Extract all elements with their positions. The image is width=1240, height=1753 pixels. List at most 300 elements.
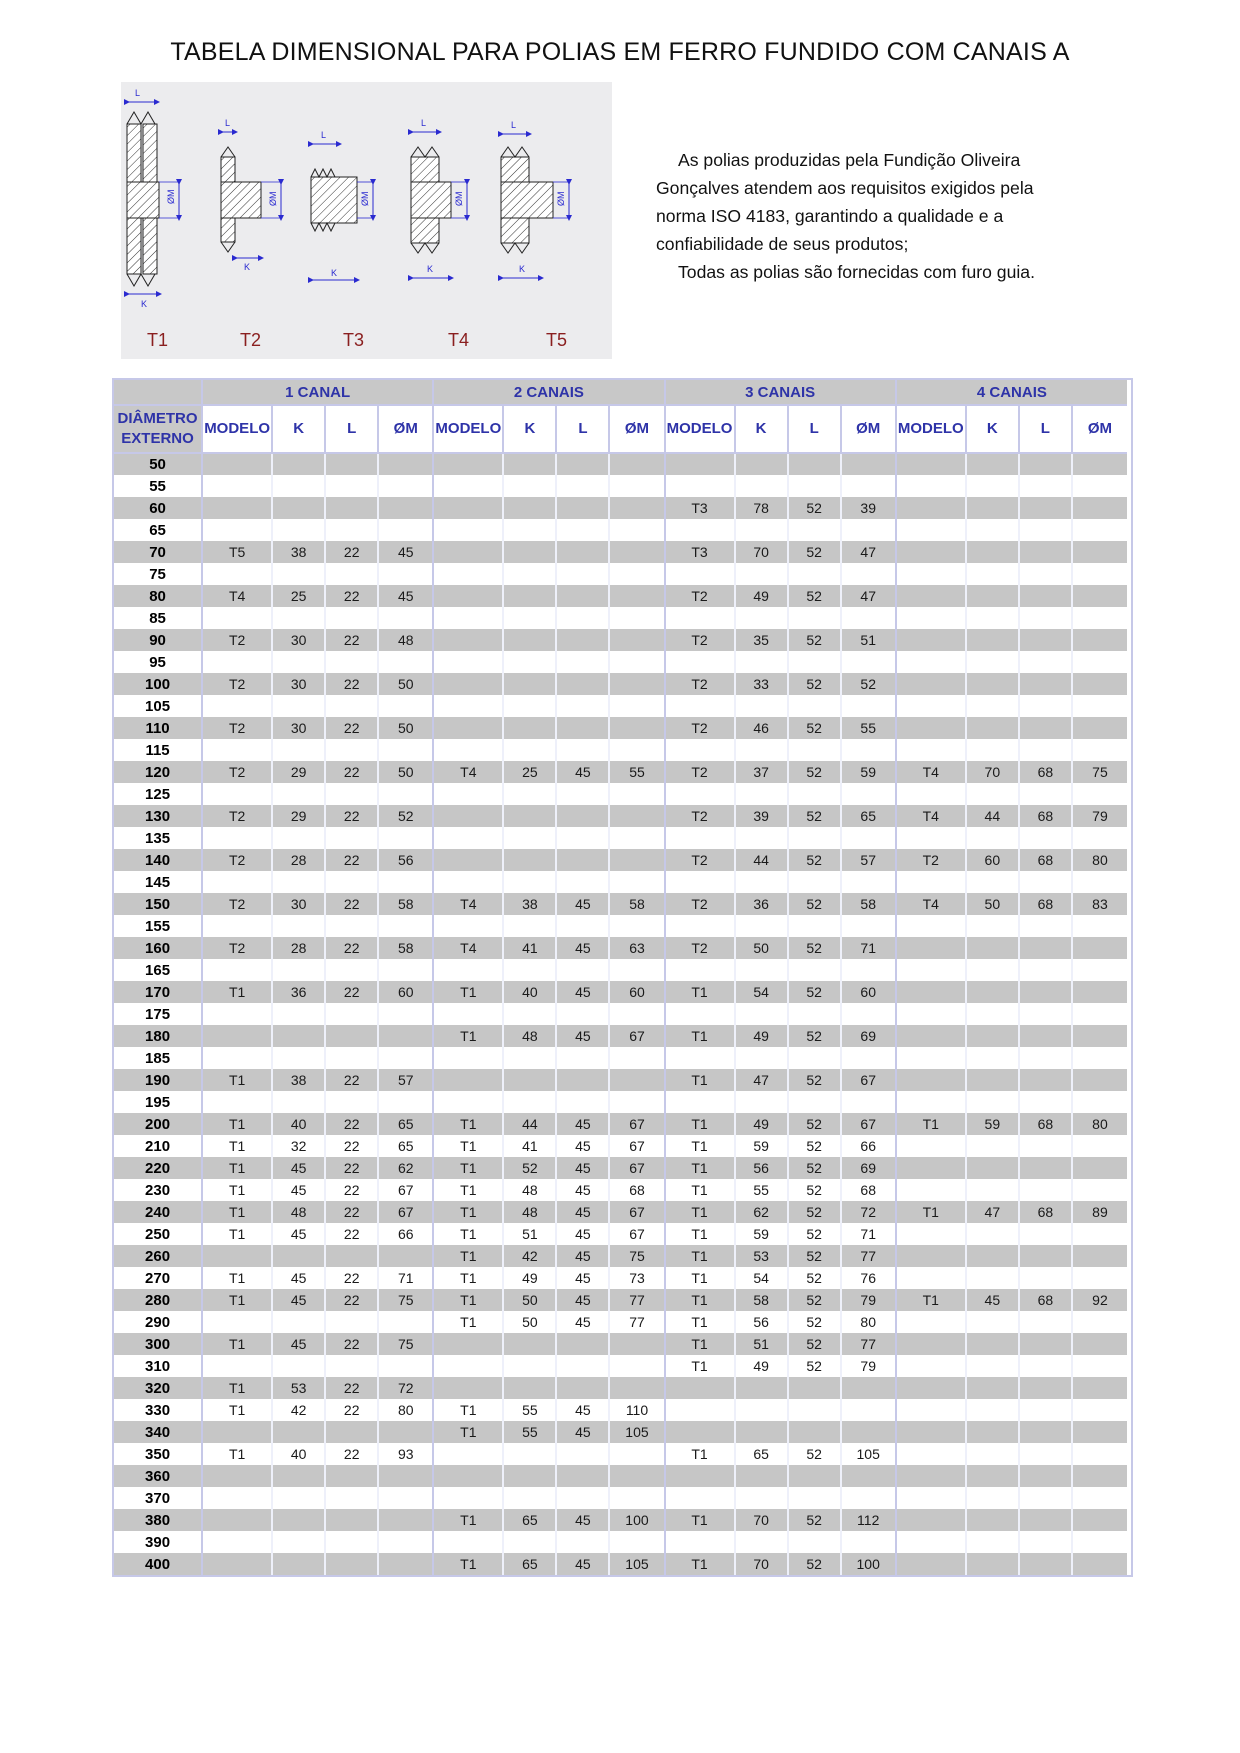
diameter-cell: 240 bbox=[114, 1201, 202, 1223]
cell-l bbox=[556, 871, 609, 893]
cell-k: 53 bbox=[735, 1245, 788, 1267]
cell-l bbox=[788, 563, 841, 585]
cell-modelo bbox=[202, 1355, 272, 1377]
cell-k bbox=[272, 453, 325, 475]
cell-m bbox=[1072, 1047, 1127, 1069]
cell-l bbox=[556, 1333, 609, 1355]
cell-k bbox=[966, 519, 1019, 541]
cell-m: 80 bbox=[378, 1399, 433, 1421]
diameter-cell: 290 bbox=[114, 1311, 202, 1333]
cell-k: 35 bbox=[735, 629, 788, 651]
cell-modelo bbox=[202, 607, 272, 629]
cell-l: 22 bbox=[325, 585, 378, 607]
cell-modelo bbox=[896, 1487, 966, 1509]
cell-modelo bbox=[433, 1047, 503, 1069]
cell-k bbox=[966, 651, 1019, 673]
cell-k bbox=[735, 1465, 788, 1487]
cell-modelo: T2 bbox=[665, 937, 735, 959]
cell-modelo bbox=[202, 1311, 272, 1333]
cell-m bbox=[1072, 541, 1127, 563]
cell-l: 52 bbox=[788, 1179, 841, 1201]
cell-l bbox=[556, 475, 609, 497]
cell-m: 60 bbox=[378, 981, 433, 1003]
cell-l bbox=[1019, 1355, 1072, 1377]
table-row bbox=[114, 827, 1127, 849]
cell-k bbox=[966, 1267, 1019, 1289]
cell-m: 105 bbox=[841, 1443, 896, 1465]
cell-l bbox=[556, 1443, 609, 1465]
cell-m: 50 bbox=[378, 673, 433, 695]
cell-k bbox=[735, 651, 788, 673]
diameter-cell: 140 bbox=[114, 849, 202, 871]
cell-modelo: T2 bbox=[202, 805, 272, 827]
cell-k: 33 bbox=[735, 673, 788, 695]
cell-m bbox=[378, 871, 433, 893]
cell-m bbox=[1072, 1399, 1127, 1421]
cell-m: 67 bbox=[609, 1223, 664, 1245]
cell-l bbox=[1019, 607, 1072, 629]
cell-modelo bbox=[202, 739, 272, 761]
cell-k bbox=[503, 585, 556, 607]
cell-l bbox=[788, 959, 841, 981]
cell-l: 22 bbox=[325, 761, 378, 783]
cell-l: 22 bbox=[325, 1399, 378, 1421]
cell-l bbox=[788, 1487, 841, 1509]
cell-l: 52 bbox=[788, 1509, 841, 1531]
cell-k: 49 bbox=[735, 1025, 788, 1047]
diameter-cell: 210 bbox=[114, 1135, 202, 1157]
cell-l bbox=[1019, 1245, 1072, 1267]
cell-modelo: T2 bbox=[202, 629, 272, 651]
cell-k: 60 bbox=[966, 849, 1019, 871]
cell-l bbox=[556, 1003, 609, 1025]
cell-modelo: T1 bbox=[202, 1399, 272, 1421]
cell-k bbox=[503, 739, 556, 761]
cell-modelo bbox=[896, 1223, 966, 1245]
cell-m bbox=[1072, 497, 1127, 519]
cell-l bbox=[1019, 1069, 1072, 1091]
cell-k: 48 bbox=[272, 1201, 325, 1223]
diameter-cell: 250 bbox=[114, 1223, 202, 1245]
cell-m: 72 bbox=[841, 1201, 896, 1223]
cell-modelo: T1 bbox=[202, 1113, 272, 1135]
cell-l bbox=[788, 607, 841, 629]
cell-l: 22 bbox=[325, 1201, 378, 1223]
cell-modelo bbox=[202, 519, 272, 541]
cell-l bbox=[325, 497, 378, 519]
diameter-cell: 120 bbox=[114, 761, 202, 783]
diameter-cell: 80 bbox=[114, 585, 202, 607]
cell-modelo bbox=[665, 519, 735, 541]
cell-m bbox=[378, 497, 433, 519]
cell-l bbox=[325, 739, 378, 761]
table-row bbox=[114, 651, 1127, 673]
cell-k bbox=[503, 1531, 556, 1553]
cell-k bbox=[966, 1443, 1019, 1465]
cell-modelo bbox=[433, 1465, 503, 1487]
cell-l bbox=[1019, 1025, 1072, 1047]
cell-modelo: T1 bbox=[433, 1025, 503, 1047]
cell-k: 30 bbox=[272, 893, 325, 915]
cell-m bbox=[609, 1465, 664, 1487]
cell-k: 45 bbox=[272, 1267, 325, 1289]
cell-l bbox=[788, 1003, 841, 1025]
cell-l bbox=[1019, 1135, 1072, 1157]
cell-modelo: T1 bbox=[665, 1267, 735, 1289]
cell-k bbox=[272, 475, 325, 497]
cell-m: 60 bbox=[609, 981, 664, 1003]
cell-l: 52 bbox=[788, 981, 841, 1003]
col-m: ØM bbox=[378, 405, 433, 453]
cell-l bbox=[1019, 519, 1072, 541]
cell-m bbox=[609, 1377, 664, 1399]
cell-l: 22 bbox=[325, 1157, 378, 1179]
svg-text:ØM: ØM bbox=[166, 189, 176, 204]
cell-m bbox=[841, 519, 896, 541]
cell-modelo bbox=[202, 1465, 272, 1487]
svg-text:ØM: ØM bbox=[268, 191, 278, 206]
cell-m: 71 bbox=[841, 937, 896, 959]
cell-l bbox=[1019, 453, 1072, 475]
cell-l bbox=[1019, 827, 1072, 849]
table-row bbox=[114, 475, 1127, 497]
cell-l bbox=[788, 1531, 841, 1553]
cell-k bbox=[272, 1531, 325, 1553]
cell-modelo bbox=[433, 1487, 503, 1509]
cell-l: 52 bbox=[788, 849, 841, 871]
table-row bbox=[114, 497, 1127, 519]
diameter-cell: 400 bbox=[114, 1553, 202, 1575]
cell-l bbox=[556, 453, 609, 475]
cell-k bbox=[966, 673, 1019, 695]
diameter-cell: 75 bbox=[114, 563, 202, 585]
cell-k bbox=[272, 651, 325, 673]
cell-l: 22 bbox=[325, 673, 378, 695]
cell-k bbox=[503, 607, 556, 629]
diameter-cell: 145 bbox=[114, 871, 202, 893]
cell-modelo: T1 bbox=[665, 1333, 735, 1355]
cell-k bbox=[966, 1399, 1019, 1421]
table-row bbox=[114, 1135, 1127, 1157]
cell-modelo bbox=[433, 1003, 503, 1025]
cell-k: 53 bbox=[272, 1377, 325, 1399]
cell-k bbox=[503, 871, 556, 893]
cell-k: 41 bbox=[503, 1135, 556, 1157]
cell-k: 49 bbox=[735, 585, 788, 607]
cell-modelo: T1 bbox=[433, 1399, 503, 1421]
cell-l bbox=[788, 871, 841, 893]
cell-l: 45 bbox=[556, 1135, 609, 1157]
col-k: K bbox=[503, 405, 556, 453]
table-row bbox=[114, 1091, 1127, 1113]
diameter-cell: 115 bbox=[114, 739, 202, 761]
cell-m: 67 bbox=[609, 1201, 664, 1223]
cell-l bbox=[556, 497, 609, 519]
cell-k bbox=[272, 1047, 325, 1069]
svg-text:L: L bbox=[321, 130, 327, 140]
cell-m bbox=[841, 1487, 896, 1509]
table-row bbox=[114, 1311, 1127, 1333]
cell-m bbox=[1072, 1025, 1127, 1047]
cell-l: 52 bbox=[788, 1311, 841, 1333]
cell-modelo: T1 bbox=[202, 1377, 272, 1399]
cell-l bbox=[1019, 1179, 1072, 1201]
cell-modelo: T1 bbox=[665, 1289, 735, 1311]
cell-k: 50 bbox=[503, 1311, 556, 1333]
table-row bbox=[114, 893, 1127, 915]
diameter-cell: 50 bbox=[114, 453, 202, 475]
cell-m: 75 bbox=[609, 1245, 664, 1267]
cell-k bbox=[272, 1355, 325, 1377]
cell-modelo bbox=[433, 827, 503, 849]
cell-l bbox=[556, 827, 609, 849]
cell-k: 30 bbox=[272, 629, 325, 651]
col-m: ØM bbox=[841, 405, 896, 453]
cell-l bbox=[556, 695, 609, 717]
cell-modelo bbox=[202, 563, 272, 585]
table-row bbox=[114, 1553, 1127, 1575]
cell-k bbox=[735, 1421, 788, 1443]
cell-modelo bbox=[896, 1025, 966, 1047]
cell-l: 68 bbox=[1019, 761, 1072, 783]
cell-modelo bbox=[433, 1333, 503, 1355]
cell-k: 45 bbox=[966, 1289, 1019, 1311]
cell-k bbox=[272, 1553, 325, 1575]
cell-modelo bbox=[202, 1509, 272, 1531]
cell-m: 67 bbox=[841, 1069, 896, 1091]
cell-k bbox=[272, 739, 325, 761]
cell-k: 44 bbox=[735, 849, 788, 871]
cell-m bbox=[841, 1465, 896, 1487]
cell-k bbox=[966, 871, 1019, 893]
cell-modelo: T2 bbox=[202, 761, 272, 783]
cell-modelo: T1 bbox=[202, 1223, 272, 1245]
cell-l: 22 bbox=[325, 717, 378, 739]
cell-l bbox=[1019, 1399, 1072, 1421]
cell-modelo bbox=[896, 959, 966, 981]
cell-k bbox=[272, 519, 325, 541]
table-row bbox=[114, 1465, 1127, 1487]
svg-text:L: L bbox=[225, 118, 231, 128]
table-row bbox=[114, 453, 1127, 475]
table-row bbox=[114, 585, 1127, 607]
cell-m: 58 bbox=[378, 893, 433, 915]
cell-k bbox=[735, 453, 788, 475]
cell-l bbox=[325, 453, 378, 475]
cell-m bbox=[841, 783, 896, 805]
cell-modelo: T1 bbox=[665, 1025, 735, 1047]
diameter-cell: 280 bbox=[114, 1289, 202, 1311]
cell-l bbox=[325, 695, 378, 717]
cell-modelo bbox=[433, 673, 503, 695]
cell-k bbox=[503, 783, 556, 805]
cell-k bbox=[272, 915, 325, 937]
cell-m: 105 bbox=[609, 1553, 664, 1575]
cell-k: 58 bbox=[735, 1289, 788, 1311]
cell-m bbox=[378, 1487, 433, 1509]
cell-l bbox=[1019, 959, 1072, 981]
cell-modelo: T1 bbox=[433, 1179, 503, 1201]
cell-l bbox=[1019, 915, 1072, 937]
cell-m: 93 bbox=[378, 1443, 433, 1465]
cell-modelo: T1 bbox=[433, 1553, 503, 1575]
cell-modelo bbox=[896, 1531, 966, 1553]
cell-modelo bbox=[665, 1091, 735, 1113]
cell-k: 39 bbox=[735, 805, 788, 827]
cell-modelo bbox=[896, 651, 966, 673]
cell-m: 50 bbox=[378, 761, 433, 783]
cell-k bbox=[966, 1553, 1019, 1575]
cell-m: 79 bbox=[1072, 805, 1127, 827]
cell-modelo bbox=[896, 673, 966, 695]
cell-l: 45 bbox=[556, 1399, 609, 1421]
table-row bbox=[114, 541, 1127, 563]
cell-l: 22 bbox=[325, 1267, 378, 1289]
cell-l: 22 bbox=[325, 1443, 378, 1465]
cell-l bbox=[788, 475, 841, 497]
cell-m: 68 bbox=[841, 1179, 896, 1201]
cell-modelo bbox=[896, 937, 966, 959]
cell-m bbox=[609, 849, 664, 871]
cell-l bbox=[1019, 1377, 1072, 1399]
cell-l: 52 bbox=[788, 937, 841, 959]
cell-k bbox=[966, 915, 1019, 937]
label-t5: T5 bbox=[546, 330, 568, 350]
cell-m: 67 bbox=[609, 1025, 664, 1047]
cell-k: 40 bbox=[503, 981, 556, 1003]
cell-m: 73 bbox=[609, 1267, 664, 1289]
cell-l bbox=[1019, 1047, 1072, 1069]
cell-m bbox=[378, 1025, 433, 1047]
cell-m bbox=[1072, 519, 1127, 541]
cell-modelo bbox=[202, 1245, 272, 1267]
cell-m bbox=[1072, 1069, 1127, 1091]
cell-m bbox=[1072, 1553, 1127, 1575]
diameter-cell: 390 bbox=[114, 1531, 202, 1553]
cell-l bbox=[556, 1531, 609, 1553]
table-row bbox=[114, 1509, 1127, 1531]
cell-modelo bbox=[896, 981, 966, 1003]
table-row bbox=[114, 1179, 1127, 1201]
cell-k bbox=[503, 1487, 556, 1509]
cell-modelo: T1 bbox=[433, 1135, 503, 1157]
diameter-cell: 220 bbox=[114, 1157, 202, 1179]
cell-modelo bbox=[896, 1443, 966, 1465]
cell-m bbox=[378, 475, 433, 497]
group-header-empty bbox=[114, 380, 202, 405]
cell-k: 62 bbox=[735, 1201, 788, 1223]
cell-l bbox=[556, 541, 609, 563]
table-row bbox=[114, 1531, 1127, 1553]
cell-l bbox=[1019, 937, 1072, 959]
pulley-t3-drawing bbox=[311, 130, 373, 280]
cell-k: 37 bbox=[735, 761, 788, 783]
cell-l bbox=[325, 827, 378, 849]
cell-k bbox=[966, 1311, 1019, 1333]
cell-modelo bbox=[433, 739, 503, 761]
cell-m bbox=[609, 805, 664, 827]
svg-text:ØM: ØM bbox=[360, 191, 370, 206]
cell-l: 45 bbox=[556, 1311, 609, 1333]
cell-k: 47 bbox=[966, 1201, 1019, 1223]
cell-m bbox=[1072, 1421, 1127, 1443]
cell-m bbox=[1072, 1135, 1127, 1157]
pulley-types-figure bbox=[121, 82, 612, 359]
label-t1: T1 bbox=[147, 330, 169, 350]
cell-l bbox=[556, 849, 609, 871]
svg-text:K: K bbox=[427, 264, 434, 274]
cell-modelo bbox=[433, 585, 503, 607]
cell-m bbox=[841, 959, 896, 981]
cell-m: 65 bbox=[378, 1135, 433, 1157]
cell-l bbox=[325, 783, 378, 805]
cell-k bbox=[966, 717, 1019, 739]
cell-k bbox=[966, 1487, 1019, 1509]
cell-modelo bbox=[896, 1421, 966, 1443]
diameter-cell: 155 bbox=[114, 915, 202, 937]
cell-k: 59 bbox=[735, 1135, 788, 1157]
cell-modelo bbox=[202, 1025, 272, 1047]
cell-l: 68 bbox=[1019, 805, 1072, 827]
cell-k bbox=[966, 1069, 1019, 1091]
cell-k bbox=[503, 1443, 556, 1465]
cell-l bbox=[1019, 651, 1072, 673]
cell-l bbox=[325, 651, 378, 673]
table-row bbox=[114, 695, 1127, 717]
cell-k bbox=[966, 563, 1019, 585]
cell-m bbox=[841, 827, 896, 849]
cell-l bbox=[556, 739, 609, 761]
diameter-cell: 170 bbox=[114, 981, 202, 1003]
cell-m: 75 bbox=[1072, 761, 1127, 783]
cell-modelo bbox=[665, 915, 735, 937]
cell-k bbox=[735, 1377, 788, 1399]
cell-m bbox=[1072, 673, 1127, 695]
cell-m bbox=[1072, 1487, 1127, 1509]
cell-l bbox=[325, 1421, 378, 1443]
cell-m: 77 bbox=[841, 1333, 896, 1355]
cell-m bbox=[1072, 981, 1127, 1003]
cell-modelo: T1 bbox=[433, 1289, 503, 1311]
diameter-cell: 150 bbox=[114, 893, 202, 915]
cell-m: 71 bbox=[378, 1267, 433, 1289]
cell-k: 55 bbox=[503, 1399, 556, 1421]
cell-k: 38 bbox=[272, 1069, 325, 1091]
cell-m: 63 bbox=[609, 937, 664, 959]
cell-l bbox=[788, 915, 841, 937]
cell-l bbox=[788, 739, 841, 761]
cell-k: 56 bbox=[735, 1157, 788, 1179]
diameter-cell: 175 bbox=[114, 1003, 202, 1025]
cell-m bbox=[1072, 717, 1127, 739]
cell-modelo bbox=[896, 695, 966, 717]
table-row bbox=[114, 1201, 1127, 1223]
cell-m: 67 bbox=[609, 1113, 664, 1135]
cell-modelo: T4 bbox=[433, 937, 503, 959]
cell-k bbox=[966, 981, 1019, 1003]
diameter-cell: 370 bbox=[114, 1487, 202, 1509]
table-row bbox=[114, 1003, 1127, 1025]
cell-m: 62 bbox=[378, 1157, 433, 1179]
cell-modelo bbox=[665, 1465, 735, 1487]
cell-k bbox=[272, 1025, 325, 1047]
cell-m bbox=[1072, 1267, 1127, 1289]
cell-l: 45 bbox=[556, 981, 609, 1003]
table-row bbox=[114, 959, 1127, 981]
cell-m: 50 bbox=[378, 717, 433, 739]
cell-m bbox=[378, 1509, 433, 1531]
cell-k: 40 bbox=[272, 1443, 325, 1465]
